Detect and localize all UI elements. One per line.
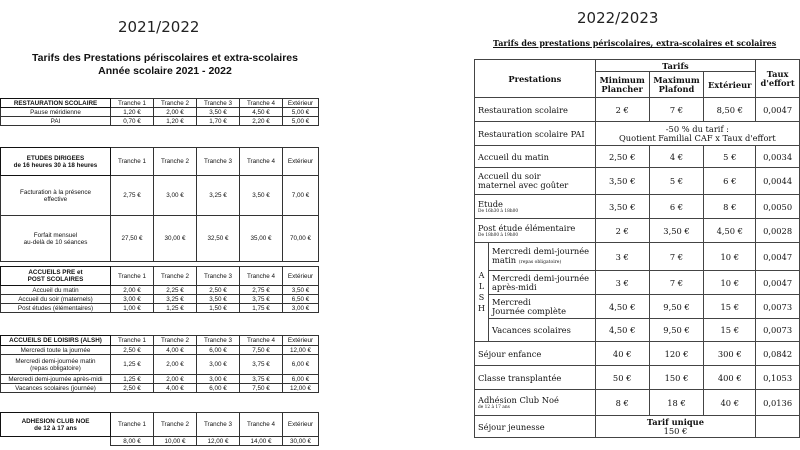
section-header-line2: POST SCOLAIRES [27,276,84,283]
row-label: Post études (élémentaires) [1,304,111,313]
price-cell: 1,75 € [240,304,283,313]
row-label-line2: effective [43,195,68,203]
table-adhesion-club-noe [0,412,319,446]
row-label-line2: Journée complète [491,305,567,316]
table-row [475,390,800,416]
column-header: Tranche 3 [197,148,240,176]
price-cell: 2,50 € [197,286,240,295]
price-max: 4 € [649,146,704,168]
row-label: Mercredi demi-journée après-midi [1,375,111,384]
column-header-maximum [649,72,704,98]
table-row [475,219,800,243]
table-row [1,286,319,295]
price-cell: 2,20 € [240,117,283,126]
table-row [475,319,800,342]
row-label-line2: matin [491,254,517,265]
table-row [475,295,800,319]
price-cell: 1,00 € [111,304,154,313]
section-header: RESTAURATION SCOLAIRE [1,99,111,108]
price-cell: 1,25 € [154,304,197,313]
row-label-line2: au-delà de 10 séances [23,238,88,246]
row-label-line2: après-midi [491,281,537,292]
price-cell: 4,00 € [154,384,197,393]
price-cell: 3,75 € [240,355,283,375]
column-header-exterieur: Extérieur [704,72,756,98]
table-row [1,355,319,375]
price-cell: 7,00 € [283,176,319,216]
column-header: Tranche 2 [154,413,197,437]
taux-effort: 0,0050 [756,195,800,219]
year-label-2022-2023: 2022/2023 [577,9,659,27]
header-line1: Minimum [599,74,645,85]
table-row [1,437,319,446]
price-ext: 5 € [704,146,756,168]
table-row [1,216,319,262]
price-cell: 12,00 € [283,346,319,355]
column-header: Tranche 3 [197,413,240,437]
price-ext: 400 € [704,366,756,390]
price-max: 150 € [649,366,704,390]
table-row [475,98,800,122]
taux-effort: 0,0073 [756,295,800,319]
price-min: 3 € [595,243,649,271]
section-header [1,413,111,437]
price-cell: 14,00 € [240,437,283,446]
table-row [1,375,319,384]
row-label-line1: Mercredi [491,296,531,307]
row-label-sub: De 16h30 à 18h00 [478,208,519,214]
row-label-line1: Mercredi demi-journée [491,245,590,256]
price-cell: 4,00 € [154,346,197,355]
taux-effort: 0,0136 [756,390,800,416]
price-cell: 27,50 € [111,216,154,262]
price-max: 5 € [649,168,704,195]
tariff-document-2022-2023 [470,28,800,450]
row-label [1,176,111,216]
row-label [475,195,596,219]
header-line2: d'effort [760,77,795,88]
column-header: Tranche 1 [111,336,154,346]
row-label [488,271,595,295]
price-min: 40 € [595,342,649,366]
price-max: 6 € [649,195,704,219]
price-cell: 3,75 € [240,295,283,304]
taux-effort: 0,0073 [756,319,800,342]
price-cell: 3,00 € [197,375,240,384]
table-row [475,243,800,271]
taux-effort: 0,0842 [756,342,800,366]
price-cell: 1,25 € [111,375,154,384]
price-min: 8 € [595,390,649,416]
row-label-line1: Facturation à la présence [19,188,92,196]
section-header [1,148,111,176]
table-restauration-scolaire [0,98,319,126]
table-row [1,176,319,216]
column-header-taux [756,60,800,98]
price-min: 2 € [595,98,649,122]
section-header-line2: de 12 à 17 ans [34,424,77,432]
row-label-main: Adhésion Club Noé [478,394,559,405]
price-ext: 300 € [704,342,756,366]
empty-cell [1,437,111,446]
price-cell: 6,50 € [283,295,319,304]
table-row [1,295,319,304]
price-min: 3 € [595,271,649,295]
price-cell: 2,50 € [111,384,154,393]
row-label-main: Post étude élémentaire [478,222,576,233]
price-cell: 2,00 € [154,108,197,117]
column-header: Extérieur [283,413,319,437]
price-ext: 8 € [704,195,756,219]
header-line1: Maximum [653,74,700,85]
column-header: Tranche 1 [111,99,154,108]
column-header: Extérieur [283,336,319,346]
price-max: 7 € [649,98,704,122]
pai-note-line1: -50 % du tarif : [665,123,729,134]
price-cell: 1,20 € [111,108,154,117]
price-ext: 15 € [704,319,756,342]
price-max: 9,50 € [649,319,704,342]
price-max: 120 € [649,342,704,366]
row-label-line2: (repas obligatoire) [30,364,81,372]
table-row [1,346,319,355]
price-cell: 6,00 € [283,355,319,375]
price-cell: 12,00 € [283,384,319,393]
taux-effort: 0,0047 [756,98,800,122]
row-label-sub: de 12 à 17 ans [478,404,510,410]
row-label-line1: Accueil du soir [478,171,541,181]
price-cell: 5,00 € [283,108,319,117]
price-cell: 3,25 € [154,295,197,304]
price-cell: 3,25 € [197,176,240,216]
alsh-letter: A [478,271,485,280]
price-min: 4,50 € [595,319,649,342]
row-label [475,168,596,195]
price-cell: 2,75 € [111,176,154,216]
column-header: Tranche 1 [111,148,154,176]
alsh-letter: H [478,304,485,313]
section-header-line1: ETUDES DIRIGEES [26,154,85,162]
price-cell: 70,00 € [283,216,319,262]
alsh-letter: L [478,282,485,291]
row-label-line1: Mercredi demi-journée matin [15,357,96,365]
pai-note [595,122,799,146]
taux-effort: 0,0047 [756,271,800,295]
section-header-line2: de 16 heures 30 à 18 heures [13,161,98,169]
price-cell: 32,50 € [197,216,240,262]
row-label: Séjour enfance [475,342,596,366]
price-cell: 1,70 € [197,117,240,126]
price-cell: 30,00 € [283,437,319,446]
price-cell: 3,00 € [197,355,240,375]
section-header: ACCUEILS DE LOISIRS (ALSH) [1,336,111,346]
table-row [1,384,319,393]
column-header-prestations: Prestations [475,60,596,98]
price-cell: 3,50 € [240,176,283,216]
price-cell: 3,75 € [240,375,283,384]
price-cell: 2,50 € [111,346,154,355]
price-min: 3,50 € [595,168,649,195]
table-row [475,195,800,219]
table-etudes-dirigees [0,147,319,262]
price-cell: 1,25 € [111,355,154,375]
row-label [488,295,595,319]
document-title: Tarifs des Prestations périscolaires et extra-scolaires [32,52,298,64]
column-header: Tranche 4 [240,148,283,176]
row-label: PAI [1,117,111,126]
row-label: Classe transplantée [475,366,596,390]
taux-effort: 0,0047 [756,243,800,271]
table-row [475,271,800,295]
price-max: 18 € [649,390,704,416]
column-header-minimum [595,72,649,98]
column-header: Tranche 4 [240,413,283,437]
row-label [1,216,111,262]
row-label: Restauration scolaire [475,98,596,122]
price-min: 2,50 € [595,146,649,168]
price-min: 50 € [595,366,649,390]
price-cell: 7,50 € [240,384,283,393]
tariff-table-2022-2023 [474,59,800,438]
document-title: Tarifs des prestations périscolaires, extra-scolaires et scolaires [493,38,777,48]
price-cell: 12,00 € [197,437,240,446]
price-cell: 3,50 € [197,108,240,117]
alsh-letter: S [478,293,485,302]
price-cell: 6,00 € [197,346,240,355]
price-max: 7 € [649,271,704,295]
price-cell: 5,00 € [283,117,319,126]
row-label-line1: Forfait mensuel [33,231,78,239]
row-label: Restauration scolaire PAI [475,122,596,146]
section-header-line1: ADHESION CLUB NOE [21,417,90,425]
tarif-unique-label: Tarif unique [646,416,704,427]
price-cell: 8,00 € [111,437,154,446]
header-line2: Plancher [601,83,643,94]
header-line1: Taux [766,68,789,79]
price-max: 9,50 € [649,295,704,319]
column-header-tarifs: Tarifs [595,60,756,72]
row-label [488,243,595,271]
tarif-unique [595,416,756,438]
price-cell: 0,70 € [111,117,154,126]
row-label: Mercredi toute la journée [1,346,111,355]
price-cell: 30,00 € [154,216,197,262]
row-label [475,219,596,243]
price-min: 4,50 € [595,295,649,319]
price-ext: 10 € [704,243,756,271]
empty-cell [756,416,800,438]
column-header: Tranche 2 [154,148,197,176]
row-label: Pause méridienne [1,108,111,117]
document-subtitle: Année scolaire 2021 - 2022 [98,65,232,77]
price-cell: 6,00 € [283,375,319,384]
taux-effort: 0,1053 [756,366,800,390]
section-header [1,267,111,286]
taux-effort: 0,0028 [756,219,800,243]
price-cell: 35,00 € [240,216,283,262]
taux-effort: 0,0044 [756,168,800,195]
row-label: Accueil du matin [1,286,111,295]
row-label: Vacances scolaires (journée) [1,384,111,393]
table-accueils-pre-post [0,266,319,313]
table-accueils-loisirs-alsh [0,335,319,393]
table-row [1,117,319,126]
tarif-unique-value: 150 € [663,425,688,436]
price-cell: 2,00 € [154,375,197,384]
table-row [475,146,800,168]
row-label-sub: (repas obligatoire) [518,259,562,265]
year-label-2021-2022: 2021/2022 [118,18,200,36]
price-cell: 2,00 € [154,355,197,375]
price-min: 3,50 € [595,195,649,219]
price-ext: 10 € [704,271,756,295]
row-label: Accueil du soir (maternels) [1,295,111,304]
pai-note-line2: Quotient Familial CAF x Taux d'effort [618,132,776,143]
price-min: 2 € [595,219,649,243]
price-cell: 1,50 € [197,304,240,313]
tariff-document-2021-2022 [0,50,330,450]
column-header: Tranche 4 [240,336,283,346]
column-header: Tranche 1 [111,267,154,286]
row-label: Vacances scolaires [488,319,595,342]
price-ext: 40 € [704,390,756,416]
column-header: Tranche 4 [240,267,283,286]
price-cell: 3,50 € [197,295,240,304]
price-cell: 3,50 € [283,286,319,295]
table-row [1,304,319,313]
price-cell: 3,00 € [111,295,154,304]
column-header: Tranche 3 [197,336,240,346]
table-row [475,416,800,438]
column-header: Tranche 2 [154,267,197,286]
row-label-line1: Mercredi demi-journée [491,272,590,283]
row-label [475,390,596,416]
price-ext: 8,50 € [704,98,756,122]
taux-effort: 0,0034 [756,146,800,168]
price-max: 7 € [649,243,704,271]
column-header: Tranche 3 [197,267,240,286]
section-header-line1: ACCUEILS PRE et [28,269,83,276]
column-header: Extérieur [283,99,319,108]
price-ext: 6 € [704,168,756,195]
price-cell: 7,50 € [240,346,283,355]
price-cell: 2,25 € [154,286,197,295]
price-cell: 4,50 € [240,108,283,117]
row-label-main: Etude [478,198,503,209]
price-cell: 3,00 € [283,304,319,313]
header-line2: Plafond [658,83,695,94]
price-cell: 6,00 € [197,384,240,393]
price-cell: 1,20 € [154,117,197,126]
column-header: Extérieur [283,267,319,286]
price-ext: 4,50 € [704,219,756,243]
row-label [1,355,111,375]
price-cell: 2,75 € [240,286,283,295]
alsh-vertical-label [475,243,489,342]
column-header: Tranche 3 [197,99,240,108]
table-row [475,168,800,195]
column-header: Tranche 4 [240,99,283,108]
row-label-line2: maternel avec goûter [478,180,569,190]
row-label-sub: De 18h00 à 19h00 [478,232,519,238]
price-cell: 2,00 € [111,286,154,295]
price-cell: 3,00 € [154,176,197,216]
price-max: 3,50 € [649,219,704,243]
price-cell: 10,00 € [154,437,197,446]
column-header: Tranche 1 [111,413,154,437]
table-row [475,342,800,366]
price-ext: 15 € [704,295,756,319]
table-row [475,366,800,390]
column-header: Tranche 2 [154,336,197,346]
column-header: Tranche 2 [154,99,197,108]
table-row [1,108,319,117]
column-header: Extérieur [283,148,319,176]
table-row [475,122,800,146]
row-label: Accueil du matin [475,146,596,168]
row-label: Séjour jeunesse [475,416,596,438]
